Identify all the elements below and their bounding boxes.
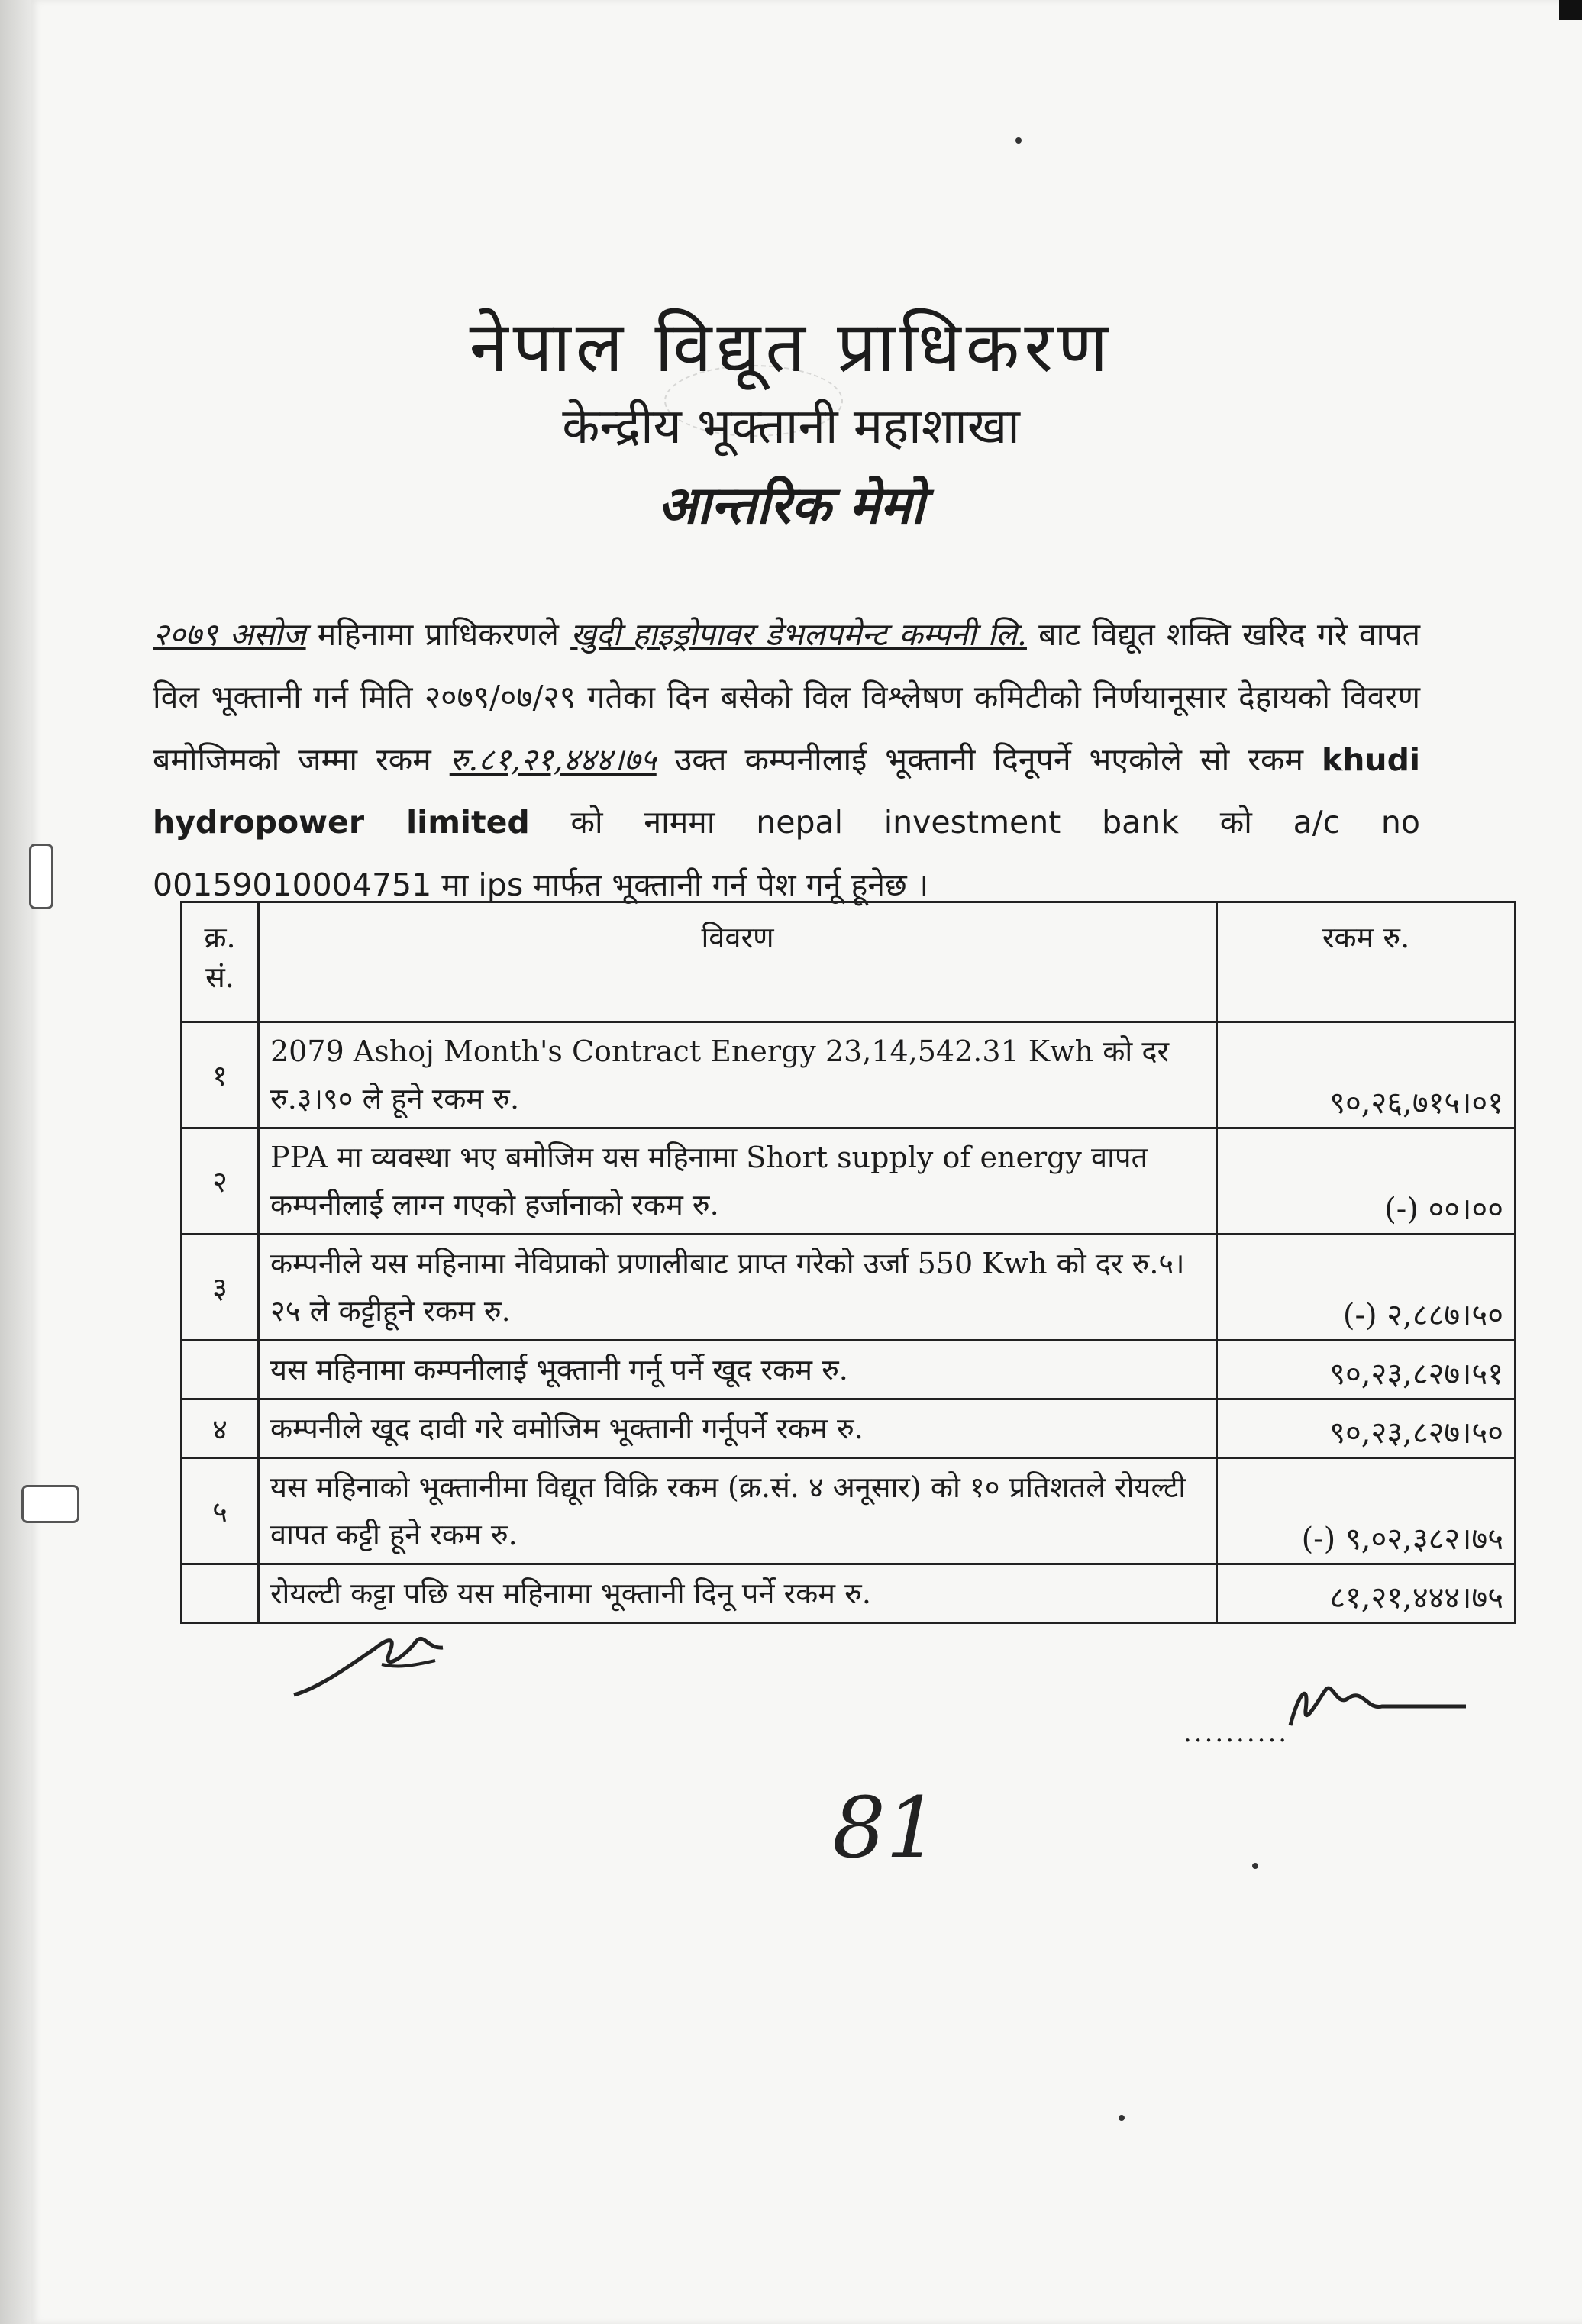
speck <box>1015 137 1022 144</box>
binder-ring-bottom <box>21 1485 79 1523</box>
header-sn: क्र. सं. <box>182 902 259 1022</box>
signature-left <box>290 1619 450 1703</box>
table-header-row <box>182 902 1516 1022</box>
row-sn: १ <box>182 1022 259 1128</box>
speck <box>1252 1863 1258 1869</box>
table-row <box>182 1564 1516 1623</box>
row-amount: ९०,२३,८२७।५० <box>1217 1399 1516 1458</box>
ips-text: ips <box>478 867 524 903</box>
row-sn: २ <box>182 1128 259 1235</box>
signature-dots: .......... <box>1183 1718 1290 1748</box>
row-sn: ३ <box>182 1235 259 1341</box>
row-description: रोयल्टी कट्टा पछि यस महिनामा भूक्तानी दिनू पर्ने रकम रु. <box>259 1564 1217 1623</box>
row-description: कम्पनीले यस महिनामा नेविप्राको प्रणालीबाट प्राप्त गरेको उर्जा 550 Kwh को दर रु.५।२५ ले कट्टीहूने रकम रु. <box>259 1235 1217 1341</box>
row-amount: ९०,२३,८२७।५१ <box>1217 1341 1516 1399</box>
table-row <box>182 1399 1516 1458</box>
account-number: a/c no 00159010004751 <box>153 804 1420 903</box>
header-description: विवरण <box>259 902 1217 1022</box>
speck <box>1119 2115 1125 2121</box>
memo-title: आन्तरिक मेमो <box>657 475 925 536</box>
binder-ring-top <box>29 844 53 909</box>
row-amount: ९०,२६,७१५।०१ <box>1217 1022 1516 1128</box>
row-sn <box>182 1341 259 1399</box>
row-sn: ५ <box>182 1458 259 1564</box>
table-row <box>182 1341 1516 1399</box>
row-description: PPA मा व्यवस्था भए बमोजिम यस महिनामा Short supply of energy वापत कम्पनीलाई लाग्न गएको हर्जानाको रकम रु. <box>259 1128 1217 1235</box>
company-name-np: खुदी हाइड्रोपावर डेभलपमेन्ट कम्पनी लि. <box>570 616 1027 653</box>
row-amount: ८१,२१,४४४।७५ <box>1217 1564 1516 1623</box>
payment-table <box>180 901 1516 1624</box>
row-sn <box>182 1564 259 1623</box>
row-description: 2079 Ashoj Month's Contract Energy 23,14,542.31 Kwh को दर रु.३।९० ले हूने रकम रु. <box>259 1022 1217 1128</box>
memo-period: २०७९ असोज <box>153 616 306 653</box>
row-amount: (-) ९,०२,३८२।७५ <box>1217 1458 1516 1564</box>
table-row <box>182 1022 1516 1128</box>
table-row <box>182 1128 1516 1235</box>
bank-name: nepal investment bank <box>756 804 1179 841</box>
row-amount: (-) २,८८७।५० <box>1217 1235 1516 1341</box>
page-number: 81 <box>832 1779 939 1877</box>
row-sn: ४ <box>182 1399 259 1458</box>
organization-title: नेपाल विद्यूत प्राधिकरण <box>469 306 1113 388</box>
department-title: केन्द्रीय भूक्तानी महाशाखा <box>562 399 1020 455</box>
row-description: यस महिनामा कम्पनीलाई भूक्तानी गर्नू पर्ने खूद रकम रु. <box>259 1341 1217 1399</box>
row-description: यस महिनाको भूक्तानीमा विद्यूत विक्रि रकम (क्र.सं. ४ अनूसार) को १० प्रतिशतले रोयल्टी वापत कट्टी हूने रकम रु. <box>259 1458 1217 1564</box>
table-row <box>182 1235 1516 1341</box>
company-name-en: khudi hydropower limited <box>153 741 1421 841</box>
corner-mark <box>1559 0 1582 20</box>
total-amount: रु.८१,२१,४४४।७५ <box>449 741 657 778</box>
table-row <box>182 1458 1516 1564</box>
memo-paragraph: २०७९ असोज महिनामा प्राधिकरणले खुदी हाइड्रोपावर डेभलपमेन्ट कम्पनी लि. बाट विद्यूत शक्ति खरिद गरे वापत विल भूक्तानी गर्न मिति २०७९/०७/२९ गतेका दिन बसेको विल विश्लेषण कमिटीको निर्णयानूसार देहायको विवरण बमोजिमको जम्मा रकम रु.८१,२१,४४४।७५ उक्त कम्पनीलाई भूक्तानी दिनूपर्ने भएकोले सो रकम khudi hydropower limited को नाममा nepal investment bank को a/c no 00159010004751 मा ips मार्फत भूक्तानी गर्न पेश गर्नू हूनेछ । <box>153 616 1421 903</box>
row-amount: (-) ००।०० <box>1217 1128 1516 1235</box>
row-description: कम्पनीले खूद दावी गरे वमोजिम भूक्तानी गर्नूपर्ने रकम रु. <box>259 1399 1217 1458</box>
header-amount: रकम रु. <box>1217 902 1516 1022</box>
